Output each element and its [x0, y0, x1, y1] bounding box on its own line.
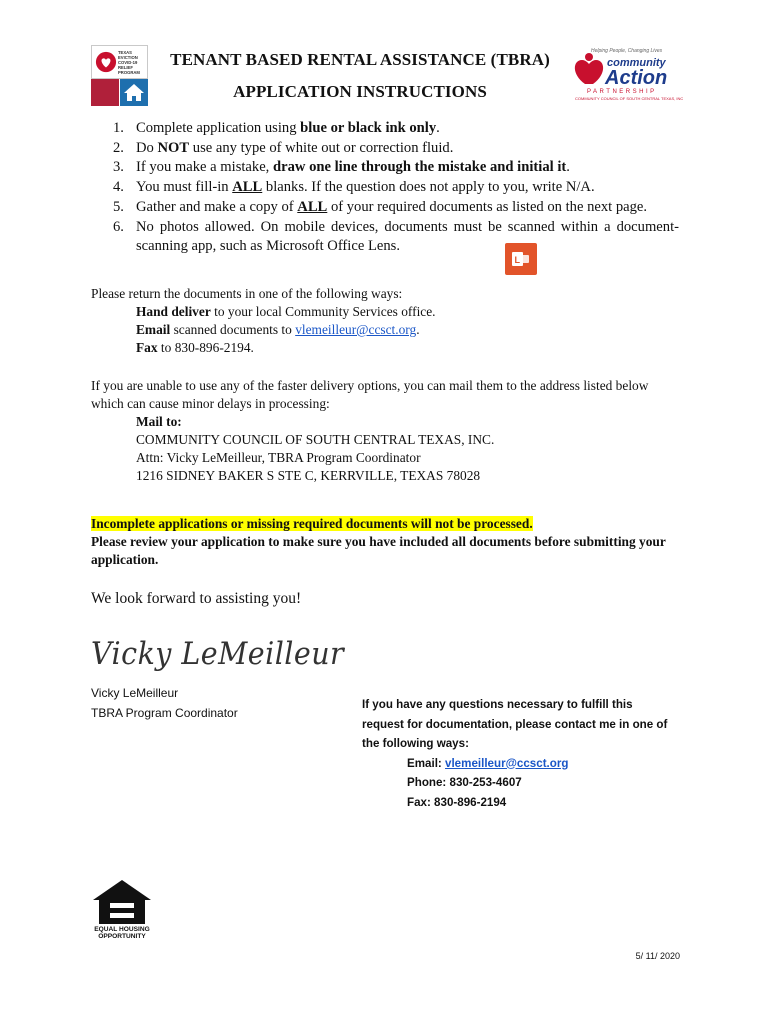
- covid-relief-program-logo: [91, 45, 148, 106]
- email-link[interactable]: vlemeilleur@ccsct.org: [295, 322, 417, 337]
- house-icon: [120, 79, 148, 106]
- svg-text:Helping People, Changing Lives: Helping People, Changing Lives: [591, 48, 663, 54]
- mail-address-line: COMMUNITY COUNCIL OF SOUTH CENTRAL TEXAS, INC.: [136, 432, 495, 447]
- incomplete-warning: Incomplete applications or missing required documents will not be processed.: [91, 516, 533, 531]
- svg-text:COMMUNITY COUNCIL OF SOUTH CEN: COMMUNITY COUNCIL OF SOUTH CENTRAL TEXAS, INC.: [575, 96, 683, 101]
- list-item: 5. Gather and make a copy of ALL of your required documents as listed on the next page.: [113, 198, 648, 215]
- svg-text:L: L: [514, 255, 520, 265]
- return-hand: Hand deliver to your local Community Services office.: [136, 304, 436, 319]
- closing-line: We look forward to assisting you!: [91, 590, 302, 607]
- document-subtitle: APPLICATION INSTRUCTIONS: [233, 82, 487, 101]
- contact-intro: If you have any questions necessary to fulfill this request for documentation, please contact me in one of the following ways:: [362, 698, 668, 750]
- list-item: 1. Complete application using blue or black ink only.: [113, 120, 440, 136]
- svg-text:EQUAL HOUSING: EQUAL HOUSING: [94, 926, 150, 933]
- svg-text:OPPORTUNITY: OPPORTUNITY: [98, 933, 146, 940]
- return-methods: [91, 285, 691, 357]
- signatory: [91, 684, 238, 723]
- contact-email: Email: vlemeilleur@ccsct.org: [407, 756, 569, 770]
- svg-text:community: community: [607, 57, 666, 69]
- svg-text:Action: Action: [605, 67, 668, 89]
- document-title: TENANT BASED RENTAL ASSISTANCE (TBRA): [170, 50, 550, 69]
- logo-red-square: [91, 79, 119, 106]
- svg-text:PARTNERSHIP: PARTNERSHIP: [587, 89, 657, 95]
- review-notice: Please review your application to make sure you have included all documents before submitting your application.: [91, 534, 666, 567]
- warning-section: [91, 515, 671, 569]
- heart-logo-icon: [95, 51, 117, 73]
- equal-housing-icon: [91, 878, 153, 940]
- mail-intro: If you are unable to use any of the faster delivery options, you can mail them to the address listed below which can cause minor delays in processing:: [91, 378, 649, 411]
- community-action-logo: [571, 46, 683, 102]
- mail-address-line: Attn: Vicky LeMeilleur, TBRA Program Coordinator: [136, 450, 421, 465]
- list-item: 3. If you make a mistake, draw one line through the mistake and initial it.: [113, 159, 570, 176]
- return-intro: Please return the documents in one of the following ways:: [91, 286, 403, 301]
- contact-section: [362, 695, 672, 812]
- signatory-name: Vicky LeMeilleur: [91, 686, 179, 700]
- office-lens-icon: [505, 243, 537, 275]
- list-item: 6. No photos allowed. On mobile devices, documents must be scanned within a document-scanning app, such as Microsoft Office Lens.: [113, 218, 679, 255]
- return-fax: Fax to 830-896-2194.: [136, 340, 254, 355]
- return-email: Email scanned documents to vlemeilleur@ccsct.org.: [136, 322, 420, 337]
- list-item: 2. Do NOT use any type of white out or correction fluid.: [113, 139, 454, 156]
- document-date: 5/ 11/ 2020: [635, 951, 680, 961]
- contact-fax: Fax: 830-896-2194: [407, 795, 507, 809]
- list-item: 4. You must fill-in ALL blanks. If the question does not apply to you, write N/A.: [113, 179, 595, 196]
- mail-section: [91, 377, 683, 485]
- mail-address-line: 1216 SIDNEY BAKER S STE C, KERRVILLE, TEXAS 78028: [136, 468, 481, 483]
- instructions-list: [91, 119, 679, 257]
- contact-phone: Phone: 830-253-4607: [407, 776, 522, 789]
- mail-label: Mail to:: [136, 414, 182, 429]
- covid-logo-text: TEXAS EVICTION COVID-19 RELIEF PROGRAM: [118, 50, 140, 75]
- contact-email-link[interactable]: vlemeilleur@ccsct.org: [445, 756, 569, 770]
- signature-script: Vicky LeMeilleur: [91, 636, 345, 672]
- signatory-role: TBRA Program Coordinator: [91, 705, 238, 720]
